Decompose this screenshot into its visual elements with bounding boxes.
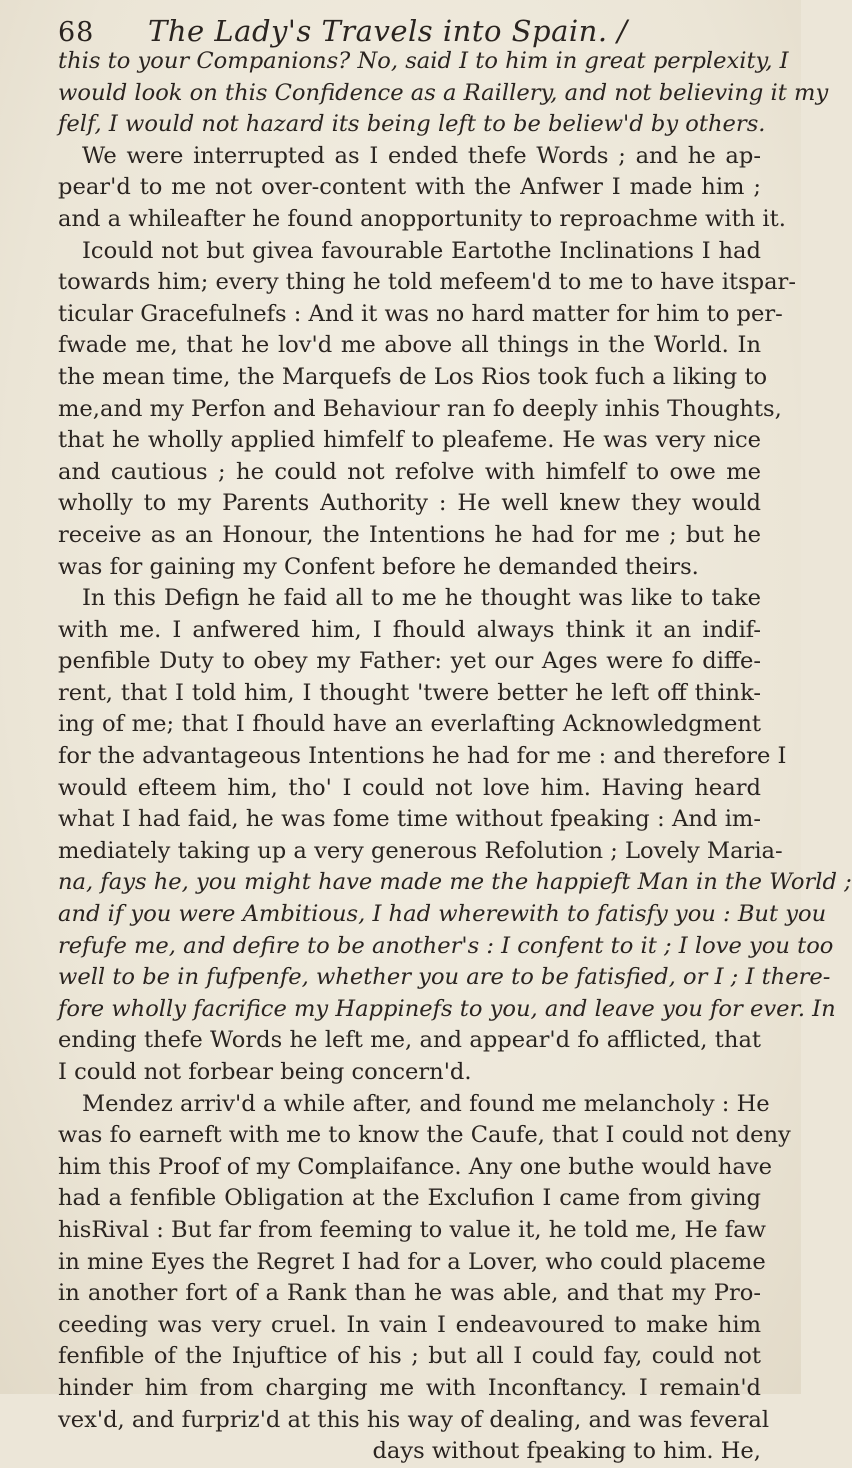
text-line: had a fenfible Obligation at the Exclufion I came from giving [58,1185,761,1212]
text-line: for the advantageous Intentions he had for me : and therefore I [58,743,787,770]
text-line: in another fort of a Rank than he was able, and that my Pro- [58,1280,761,1307]
text-line: in mine Eyes the Regret I had for a Lover, who could placeme [58,1248,766,1275]
text-line: and if you were Ambitious, I had wherewith to fatisfy you : But you [58,901,827,928]
text-line: would look on this Confidence as a Raillery, and not believing it my [58,79,829,106]
text-line: rent, that I told him, I thought 'twere better he left off think- [58,679,761,706]
text-line: with me. I anfwered him, I fhould always think it an indif- [58,616,761,643]
text-line: ing of me; that I fhould have an everlafting Acknowledgment [58,711,761,738]
text-line: and a whileafter he found anopportunity to reproachme with it. [58,205,786,232]
body-text [58,46,852,1468]
text-line: I could not forbear being concern'd. [58,1059,472,1085]
running-title: The Lady's Travels into Spain. / [148,14,628,48]
text-line: In this Defign he faid all to me he thought was like to take [82,585,761,612]
text-line: refufe me, and defire to be another's : I confent to it ; I love you too [58,932,834,959]
text-line: vex'd, and furpriz'd at this his way of dealing, and was feveral [58,1406,770,1433]
page-header [58,14,761,48]
text-line: We were interrupted as I ended thefe Words ; and he ap- [82,142,761,169]
text-line: that he wholly applied himfelf to pleafeme. He was very nice [58,427,761,454]
text-line: him this Proof of my Complaifance. Any one buthe would have [58,1153,772,1180]
text-line: hisRival : But far from feeming to value it, he told me, He faw [58,1216,766,1243]
text-line: penfible Duty to obey my Father: yet our Ages were fo diffe- [58,648,761,675]
text-line: hinder him from charging me with Inconftancy. I remain'd [58,1374,761,1401]
text-line: would efteem him, tho' I could not love him. Having heard [58,774,761,801]
text-line: fore wholly facrifice my Happinefs to you, and leave you for ever. In [58,995,836,1022]
text-line: what I had faid, he was fome time without fpeaking : And im- [58,806,761,833]
text-line: towards him; every thing he told mefeem'd to me to have itspar- [58,269,796,296]
text-line: well to be in fufpenfe, whether you are to be fatisfied, or I ; I there- [58,964,831,991]
text-line: was fo earneft with me to know the Caufe, that I could not deny [58,1122,791,1149]
text-line: and cautious ; he could not refolve with himfelf to owe me [58,458,761,485]
text-line: receive as an Honour, the Intentions he had for me ; but he [58,521,761,548]
text-line: Mendez arriv'd a while after, and found me melancholy : He [82,1090,770,1117]
text-line: fwade me, that he lov'd me above all things in the World. In [58,332,761,359]
text-line: ceeding was very cruel. In vain I endeavoured to make him [58,1311,761,1338]
text-line: ending thefe Words he left me, and appear'd fo afflicted, that [58,1027,761,1054]
text-line: this to your Companions? No, said I to him in great perplexity, I [58,48,789,74]
text-line: me,and my Perfon and Behaviour ran fo deeply inhis Thoughts, [58,395,782,422]
text-line: na, fays he, you might have made me the happieft Man in the World ; [58,869,852,896]
text-line: felf, I would not hazard its being left to be beliew'd by others. [58,111,766,138]
page-number: 68 [58,17,95,48]
text-line: Icould not but givea favourable Eartothe Inclinations I had [82,237,761,264]
text-line: pear'd to me not over-content with the Anfwer I made him ; [58,174,761,201]
text-line: the mean time, the Marquefs de Los Rios took fuch a liking to [58,363,768,390]
text-line: wholly to my Parents Authority : He well knew they would [58,490,761,517]
text-line: fenfible of the Injuftice of his ; but all I could fay, could not [58,1343,761,1370]
text-line-catchword: days without fpeaking to him. He, [372,1438,761,1465]
text-line: ticular Gracefulnefs : And it was no hard matter for him to per- [58,300,783,327]
text-line: mediately taking up a very generous Refolution ; Lovely Maria- [58,837,783,864]
text-line: was for gaining my Confent before he demanded theirs. [58,553,699,580]
